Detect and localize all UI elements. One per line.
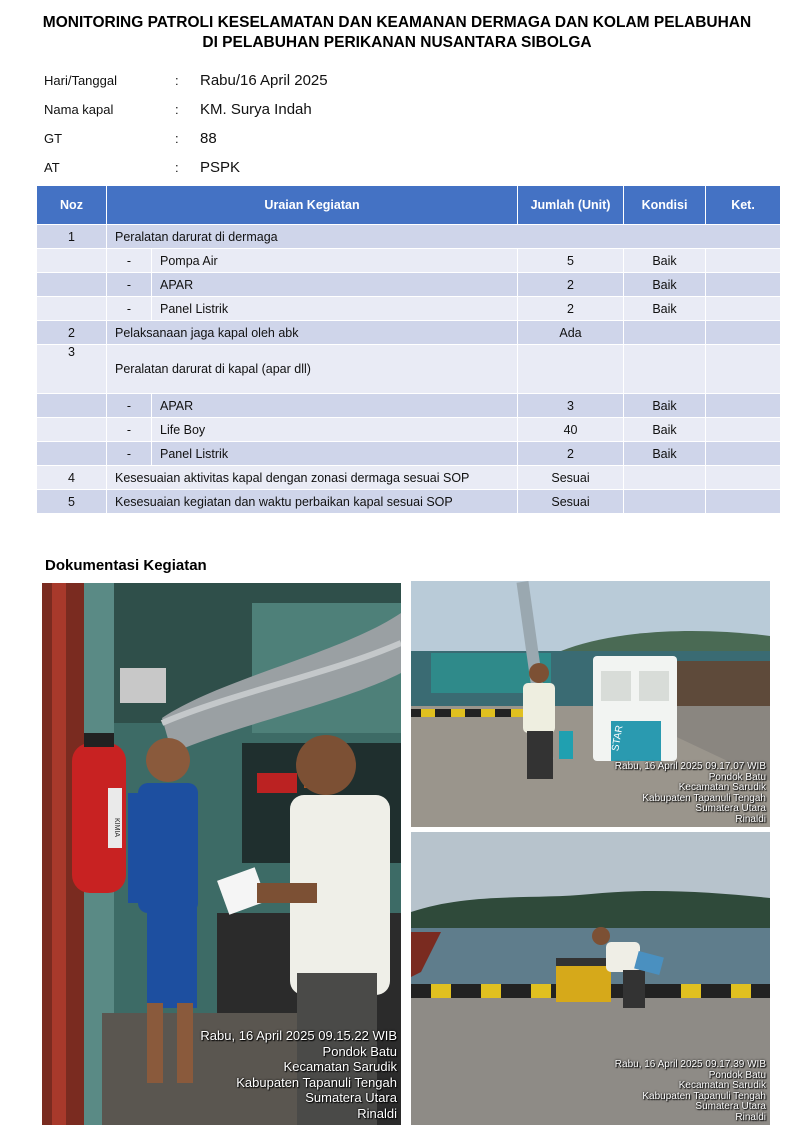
cell-no <box>37 297 107 321</box>
cell-jumlah: 2 <box>518 297 624 321</box>
cell-kondisi <box>624 345 706 394</box>
meta-colon: : <box>175 102 179 117</box>
photo-stamp <box>200 1028 397 1121</box>
title-line-1: MONITORING PATROLI KESELAMATAN DAN KEAMANAN DERMAGA DAN KOLAM PELABUHAN <box>42 14 752 31</box>
stamp-line: Kecamatan Sarudik <box>678 1080 766 1091</box>
cell-no <box>37 418 107 442</box>
stamp-line: Kabupaten Tapanuli Tengah <box>642 1090 766 1102</box>
photo-ship-interior <box>42 583 401 1125</box>
cell-jumlah: 5 <box>518 249 624 273</box>
cell-kondisi: Baik <box>624 418 706 442</box>
cell-jumlah: Sesuai <box>518 490 624 514</box>
cell-no <box>37 273 107 297</box>
stamp-line: Rinaldi <box>735 1111 766 1123</box>
cell-item: APAR <box>152 273 518 297</box>
stamp-line: Kabupaten Tapanuli Tengah <box>642 792 766 804</box>
cell-ket <box>706 466 781 490</box>
meta-colon: : <box>175 160 179 175</box>
cell-uraian: Peralatan darurat di kapal (apar dll) <box>107 345 518 394</box>
meta-colon: : <box>175 131 179 146</box>
meta-label: Hari/Tanggal <box>44 73 117 88</box>
cell-jumlah: Ada <box>518 321 624 345</box>
meta-label: GT <box>44 131 63 146</box>
cell-dash: - <box>107 297 152 321</box>
meta-label: Nama kapal <box>44 102 114 117</box>
meta-row-date <box>44 66 328 95</box>
stamp-line: Sumatera Utara <box>305 1090 397 1105</box>
cell-kondisi <box>624 466 706 490</box>
meta-row-gt <box>44 124 328 153</box>
table-header-row <box>37 186 781 225</box>
stamp-line: Sumatera Utara <box>695 803 766 814</box>
cell-jumlah: Sesuai <box>518 466 624 490</box>
cell-kondisi: Baik <box>624 394 706 418</box>
cell-ket <box>706 297 781 321</box>
table-row <box>37 394 781 418</box>
stamp-line: Rabu, 16 April 2025 09.17.07 WIB <box>614 761 766 772</box>
cell-uraian: Kesesuaian aktivitas kapal dengan zonasi dermaga sesuai SOP <box>107 466 518 490</box>
cell-jumlah: 3 <box>518 394 624 418</box>
extinguisher-label: KIMIA <box>113 818 120 838</box>
meta-label: AT <box>44 160 60 175</box>
header-ket: Ket. <box>706 186 781 225</box>
photo-stamp <box>615 762 766 825</box>
meta-row-ship <box>44 95 328 124</box>
meta-value: KM. Surya Indah <box>200 101 312 118</box>
cell-jumlah: 2 <box>518 442 624 466</box>
photo-stamp <box>615 1060 766 1123</box>
cell-ket <box>706 490 781 514</box>
stamp-line: Rinaldi <box>735 813 766 825</box>
header-no: Noz <box>37 186 107 225</box>
cell-no: 2 <box>37 321 107 345</box>
cell-jumlah: 40 <box>518 418 624 442</box>
cell-jumlah: 2 <box>518 273 624 297</box>
cell-uraian: Pelaksanaan jaga kapal oleh abk <box>107 321 518 345</box>
cell-no <box>37 442 107 466</box>
stamp-line: Rabu, 16 April 2025 09.15.22 WIB <box>200 1028 397 1043</box>
cell-ket <box>706 345 781 394</box>
header-uraian: Uraian Kegiatan <box>107 186 518 225</box>
cell-uraian: Peralatan darurat di dermaga <box>107 225 781 249</box>
stamp-line: Pondok Batu <box>322 1043 397 1059</box>
cell-dash: - <box>107 418 152 442</box>
cell-kondisi: Baik <box>624 273 706 297</box>
cell-no: 1 <box>37 225 107 249</box>
panel-box <box>556 962 611 1002</box>
cell-ket <box>706 442 781 466</box>
header-kondisi: Kondisi <box>624 186 706 225</box>
table-row <box>37 418 781 442</box>
table-row <box>37 249 781 273</box>
cell-item: Panel Listrik <box>152 442 518 466</box>
panel-label: STAR <box>610 724 626 752</box>
table-row <box>37 225 781 249</box>
table-row <box>37 297 781 321</box>
stamp-line: Rabu, 16 April 2025 09.17.39 WIB <box>614 1059 766 1070</box>
cell-no: 3 <box>37 345 107 394</box>
patrol-table <box>36 185 781 514</box>
table-row <box>37 490 781 514</box>
meta-value: PSPK <box>200 159 241 176</box>
table-row <box>37 321 781 345</box>
cell-uraian: Kesesuaian kegiatan dan waktu perbaikan kapal sesuai SOP <box>107 490 518 514</box>
cell-ket <box>706 249 781 273</box>
photo-harbor <box>411 832 770 1125</box>
title-line-2: DI PELABUHAN PERIKANAN NUSANTARA SIBOLGA <box>202 34 592 51</box>
stamp-line: Kabupaten Tapanuli Tengah <box>236 1074 397 1090</box>
table-row <box>37 345 781 394</box>
cell-no <box>37 394 107 418</box>
cell-kondisi: Baik <box>624 442 706 466</box>
cell-kondisi <box>624 490 706 514</box>
stamp-line: Kecamatan Sarudik <box>678 782 766 793</box>
stamp-line: Rinaldi <box>357 1105 397 1121</box>
table-row <box>37 442 781 466</box>
header-jumlah: Jumlah (Unit) <box>518 186 624 225</box>
stamp-line: Sumatera Utara <box>695 1101 766 1112</box>
cell-no: 5 <box>37 490 107 514</box>
cell-kondisi: Baik <box>624 297 706 321</box>
cell-ket <box>706 321 781 345</box>
cell-item: Life Boy <box>152 418 518 442</box>
cell-kondisi: Baik <box>624 249 706 273</box>
cell-dash: - <box>107 442 152 466</box>
meta-colon: : <box>175 73 179 88</box>
cell-kondisi <box>624 321 706 345</box>
cell-ket <box>706 418 781 442</box>
cell-dash: - <box>107 394 152 418</box>
vessel-info <box>44 66 328 182</box>
cell-ket <box>706 394 781 418</box>
cell-dash: - <box>107 273 152 297</box>
meta-row-at <box>44 153 328 182</box>
cell-item: Panel Listrik <box>152 297 518 321</box>
table-row <box>37 466 781 490</box>
stamp-line: Kecamatan Sarudik <box>283 1059 397 1074</box>
cell-no <box>37 249 107 273</box>
document-title <box>0 13 794 53</box>
cell-dash: - <box>107 249 152 273</box>
cell-item: Pompa Air <box>152 249 518 273</box>
documentation-title: Dokumentasi Kegiatan <box>45 557 207 574</box>
stamp-line: Pondok Batu <box>708 1069 766 1081</box>
cell-no: 4 <box>37 466 107 490</box>
cell-ket <box>706 273 781 297</box>
table-row <box>37 273 781 297</box>
meta-value: Rabu/16 April 2025 <box>200 72 328 89</box>
stamp-line: Pondok Batu <box>708 771 766 783</box>
cell-jumlah <box>518 345 624 394</box>
meta-value: 88 <box>200 130 217 147</box>
cell-item: APAR <box>152 394 518 418</box>
photo-dock-panel <box>411 581 770 827</box>
